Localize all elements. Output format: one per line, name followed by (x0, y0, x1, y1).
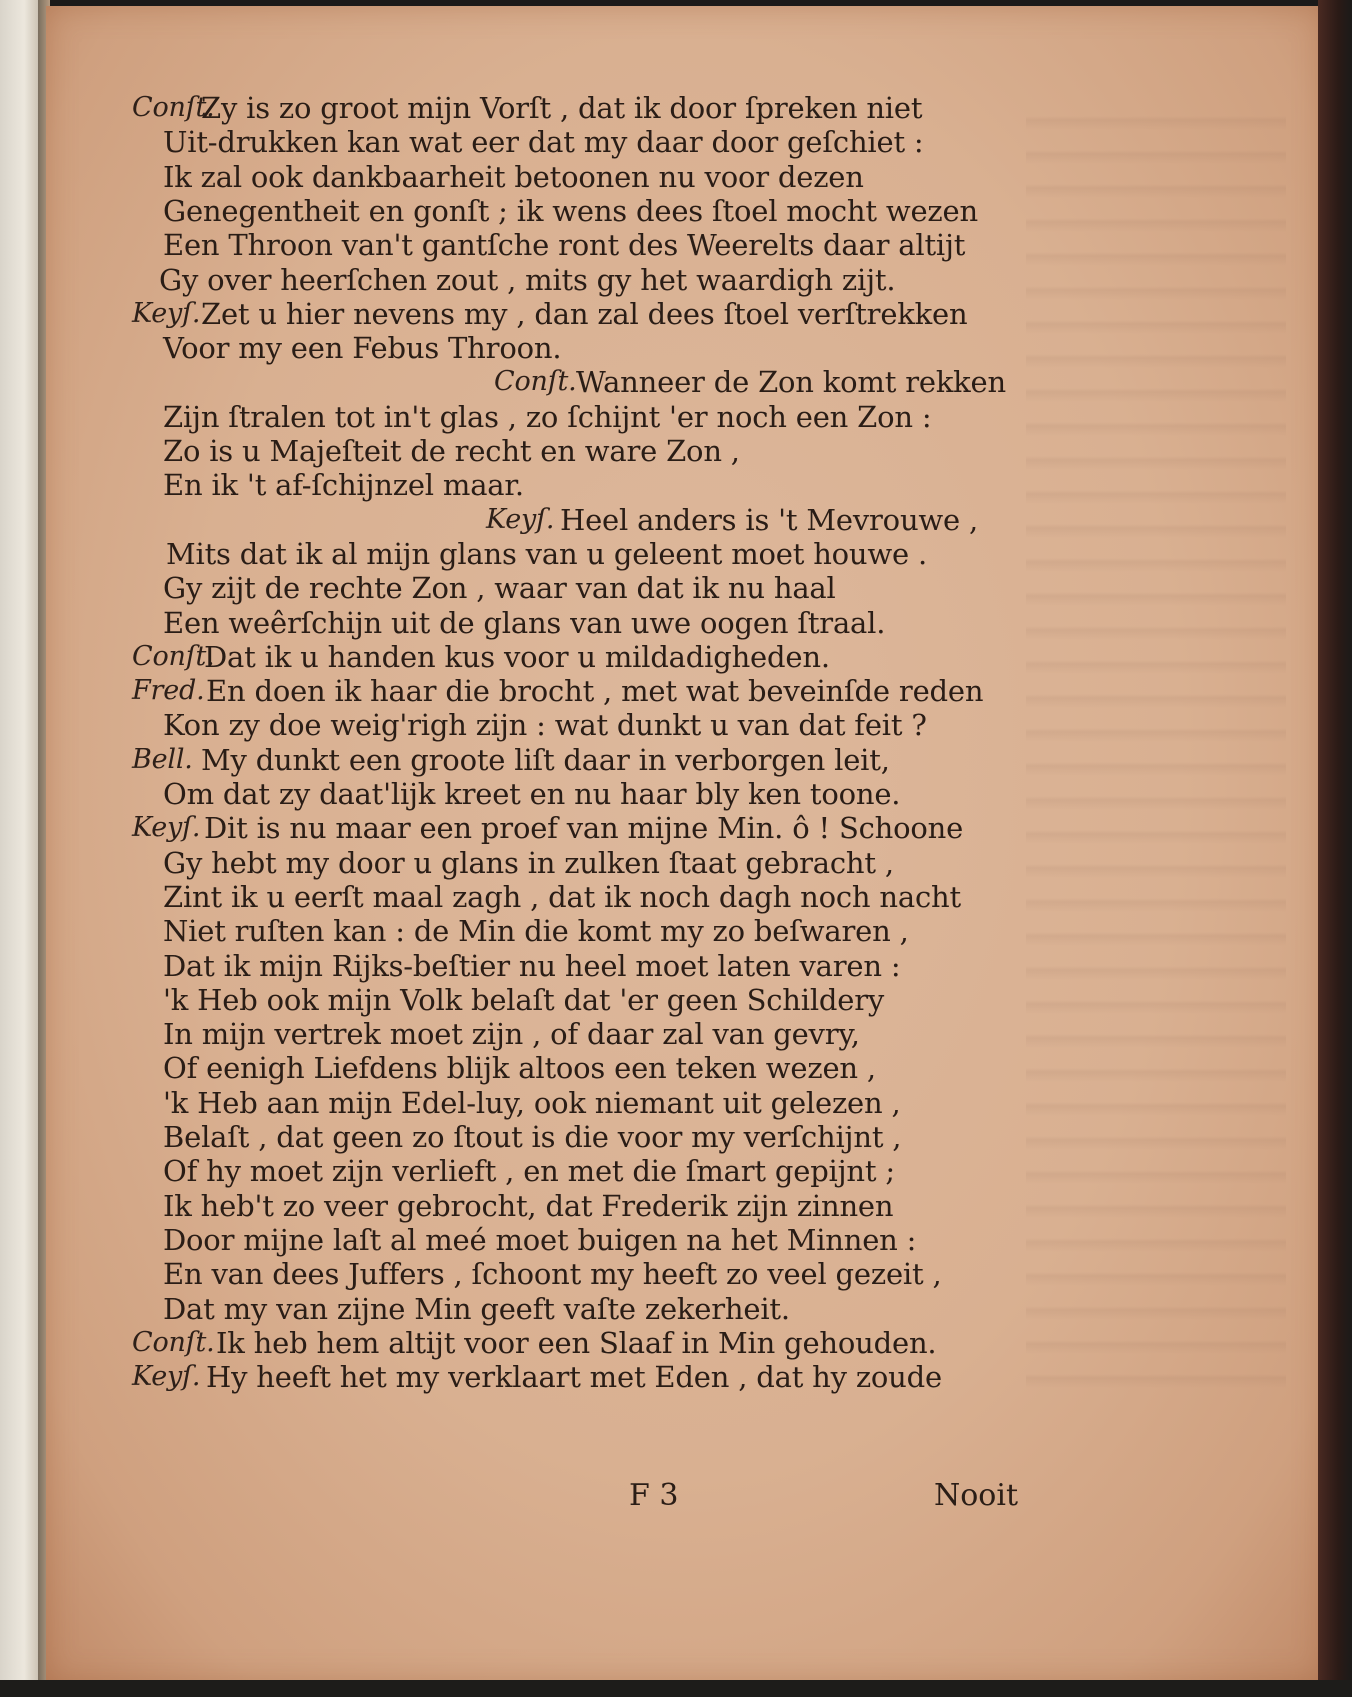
verse-line (46, 1188, 1316, 1224)
book-page (46, 6, 1324, 1682)
verse-line (46, 433, 1316, 469)
line-text: Zint ik u eerſt maal zagh , dat ik noch dagh noch nacht (163, 879, 961, 914)
verse-line (46, 845, 1316, 881)
line-text: Of hy moet zijn verlieft , en met die ſmart gepijnt ; (163, 1154, 895, 1189)
line-text: Zet u hier nevens my , dan zal dees ſtoel verſtrekken (201, 296, 968, 331)
line-text: Ik heb hem altijt voor een Slaaf in Min gehouden. (216, 1325, 937, 1360)
verse-line (46, 982, 1316, 1018)
line-text: 'k Heb ook mijn Volk belaſt dat 'er geen Schildery (163, 982, 885, 1017)
line-text: Wanneer de Zon komt rekken (576, 365, 1006, 400)
verse-line (46, 1256, 1316, 1292)
verse-line (46, 1050, 1316, 1086)
verse-line (46, 742, 1316, 778)
verse-line (46, 124, 1316, 160)
speaker-label: Conſt. (132, 92, 215, 123)
verse-line (46, 364, 1316, 400)
verse-line (46, 1153, 1316, 1189)
verse-line (46, 1085, 1316, 1121)
speaker-label: Keyſ. (132, 812, 201, 844)
line-text: In mijn vertrek moet zijn , of daar zal van gevry, (163, 1017, 860, 1052)
verse-line (46, 467, 1316, 503)
line-text: Een weêrſchijn uit de glans van uwe oogen ſtraal. (163, 605, 886, 640)
speaker-label: Conſt. (132, 1326, 215, 1358)
verse-line (46, 193, 1316, 229)
line-text: Uit-drukken kan wat eer dat my daar door geſchiet : (163, 125, 924, 160)
line-text: Genegentheit en gonſt ; ik wens dees ſtoel mocht wezen (163, 193, 978, 228)
line-text: Gy over heerſchen zout , mits gy het waardigh zijt. (159, 262, 896, 297)
line-text: Heel anders is 't Mevrouwe , (560, 502, 979, 537)
line-text: Dit is nu maar een proef van mijne Min. ô ! Schoone (204, 811, 964, 846)
line-text: Ik zal ook dankbaarheit betoonen nu voor dezen (163, 159, 864, 194)
right-binding-edge (1318, 0, 1352, 1697)
verse-line (46, 159, 1316, 195)
verse-line (46, 879, 1316, 915)
line-text: Door mijne laſt al meé moet buigen na het Minnen : (163, 1222, 917, 1257)
catchword: Nooit (934, 1478, 1019, 1513)
line-text: Zo is u Majeſteit de recht en ware Zon , (163, 434, 740, 468)
verse-line (46, 639, 1316, 675)
verse-line (46, 1016, 1316, 1052)
verse-line (46, 90, 1316, 126)
page-footer (46, 1478, 1316, 1518)
speaker-label: Conſt. (132, 640, 215, 672)
verse-line (46, 502, 1316, 538)
verse-line (46, 673, 1316, 709)
line-text: Zijn ſtralen tot in't glas , zo ſchijnt 'er noch een Zon : (163, 399, 932, 434)
line-text: Hy heeft het my verklaart met Eden , dat hy zoude (206, 1360, 942, 1395)
verse-line (46, 330, 1316, 366)
speaker-label: Keyſ. (132, 1361, 201, 1393)
line-text: Om dat zy daat'lijk kreet en nu haar bly ken toone. (163, 777, 901, 811)
line-text: En doen ik haar die brocht , met wat beveinſde reden (206, 674, 984, 709)
line-text: Zy is zo groot mijn Vorſt , dat ik door ſpreken niet (201, 91, 923, 125)
verse-line (46, 913, 1316, 949)
line-text: Voor my een Febus Throon. (163, 331, 562, 366)
line-text: Ik heb't zo veer gebrocht, dat Frederik zijn zinnen (163, 1188, 894, 1223)
verse-line (46, 536, 1316, 572)
line-text: Gy zijt de rechte Zon , waar van dat ik nu haal (163, 571, 836, 606)
line-text: My dunkt een groote liſt daar in verborgen leit, (201, 742, 890, 777)
verse-line (46, 227, 1316, 263)
speaker-label: Keyſ. (132, 297, 201, 329)
line-text: Belaſt , dat geen zo ſtout is die voor my verſchijnt , (163, 1120, 902, 1154)
verse-line (46, 1325, 1316, 1361)
bottom-edge (0, 1680, 1352, 1697)
verse-line (46, 1222, 1316, 1258)
speaker-label: Keyſ. (486, 503, 555, 535)
verse-line (46, 262, 1316, 298)
verse-line (46, 1291, 1316, 1327)
line-text: Dat ik u handen kus voor u mildadigheden. (204, 639, 830, 674)
line-text: Dat ik mijn Rijks-beſtier nu heel moet laten varen : (163, 948, 901, 983)
verse-line (46, 1119, 1316, 1155)
speaker-label: Conſt. (494, 366, 577, 398)
verse-line (46, 399, 1316, 435)
line-text: Mits dat ik al mijn glans van u geleent moet houwe . (166, 536, 928, 571)
verse-line (46, 810, 1316, 846)
verse-line (46, 570, 1316, 606)
line-text: Niet ruſten kan : de Min die komt my zo beſwaren , (163, 914, 909, 949)
line-text: Kon zy doe weig'righ zijn : wat dunkt u van dat feit ? (163, 708, 927, 743)
speaker-label: Fred. (132, 675, 205, 707)
signature-mark: F 3 (629, 1478, 679, 1513)
line-text: Dat my van zijne Min geeft vaſte zekerheit. (163, 1291, 790, 1326)
line-text: Of eenigh Liefdens blijk altoos een teken wezen , (163, 1051, 876, 1086)
verse-line (46, 707, 1316, 743)
speaker-label: Bell. (132, 743, 193, 775)
line-text: Een Throon van't gantſche ront des Weerelts daar altijt (163, 228, 966, 263)
verse-line (46, 296, 1316, 332)
verse-line (46, 948, 1316, 984)
line-text: Gy hebt my door u glans in zulken ſtaat gebracht , (163, 845, 894, 880)
verse-line (46, 605, 1316, 641)
verse-line (46, 1359, 1316, 1395)
line-text: En van dees Juffers , ſchoont my heeft zo veel gezeit , (163, 1257, 942, 1292)
line-text: 'k Heb aan mijn Edel-luy, ook niemant uit gelezen , (163, 1085, 901, 1120)
verse-line (46, 776, 1316, 812)
line-text: En ik 't af-ſchijnzel maar. (163, 468, 524, 503)
